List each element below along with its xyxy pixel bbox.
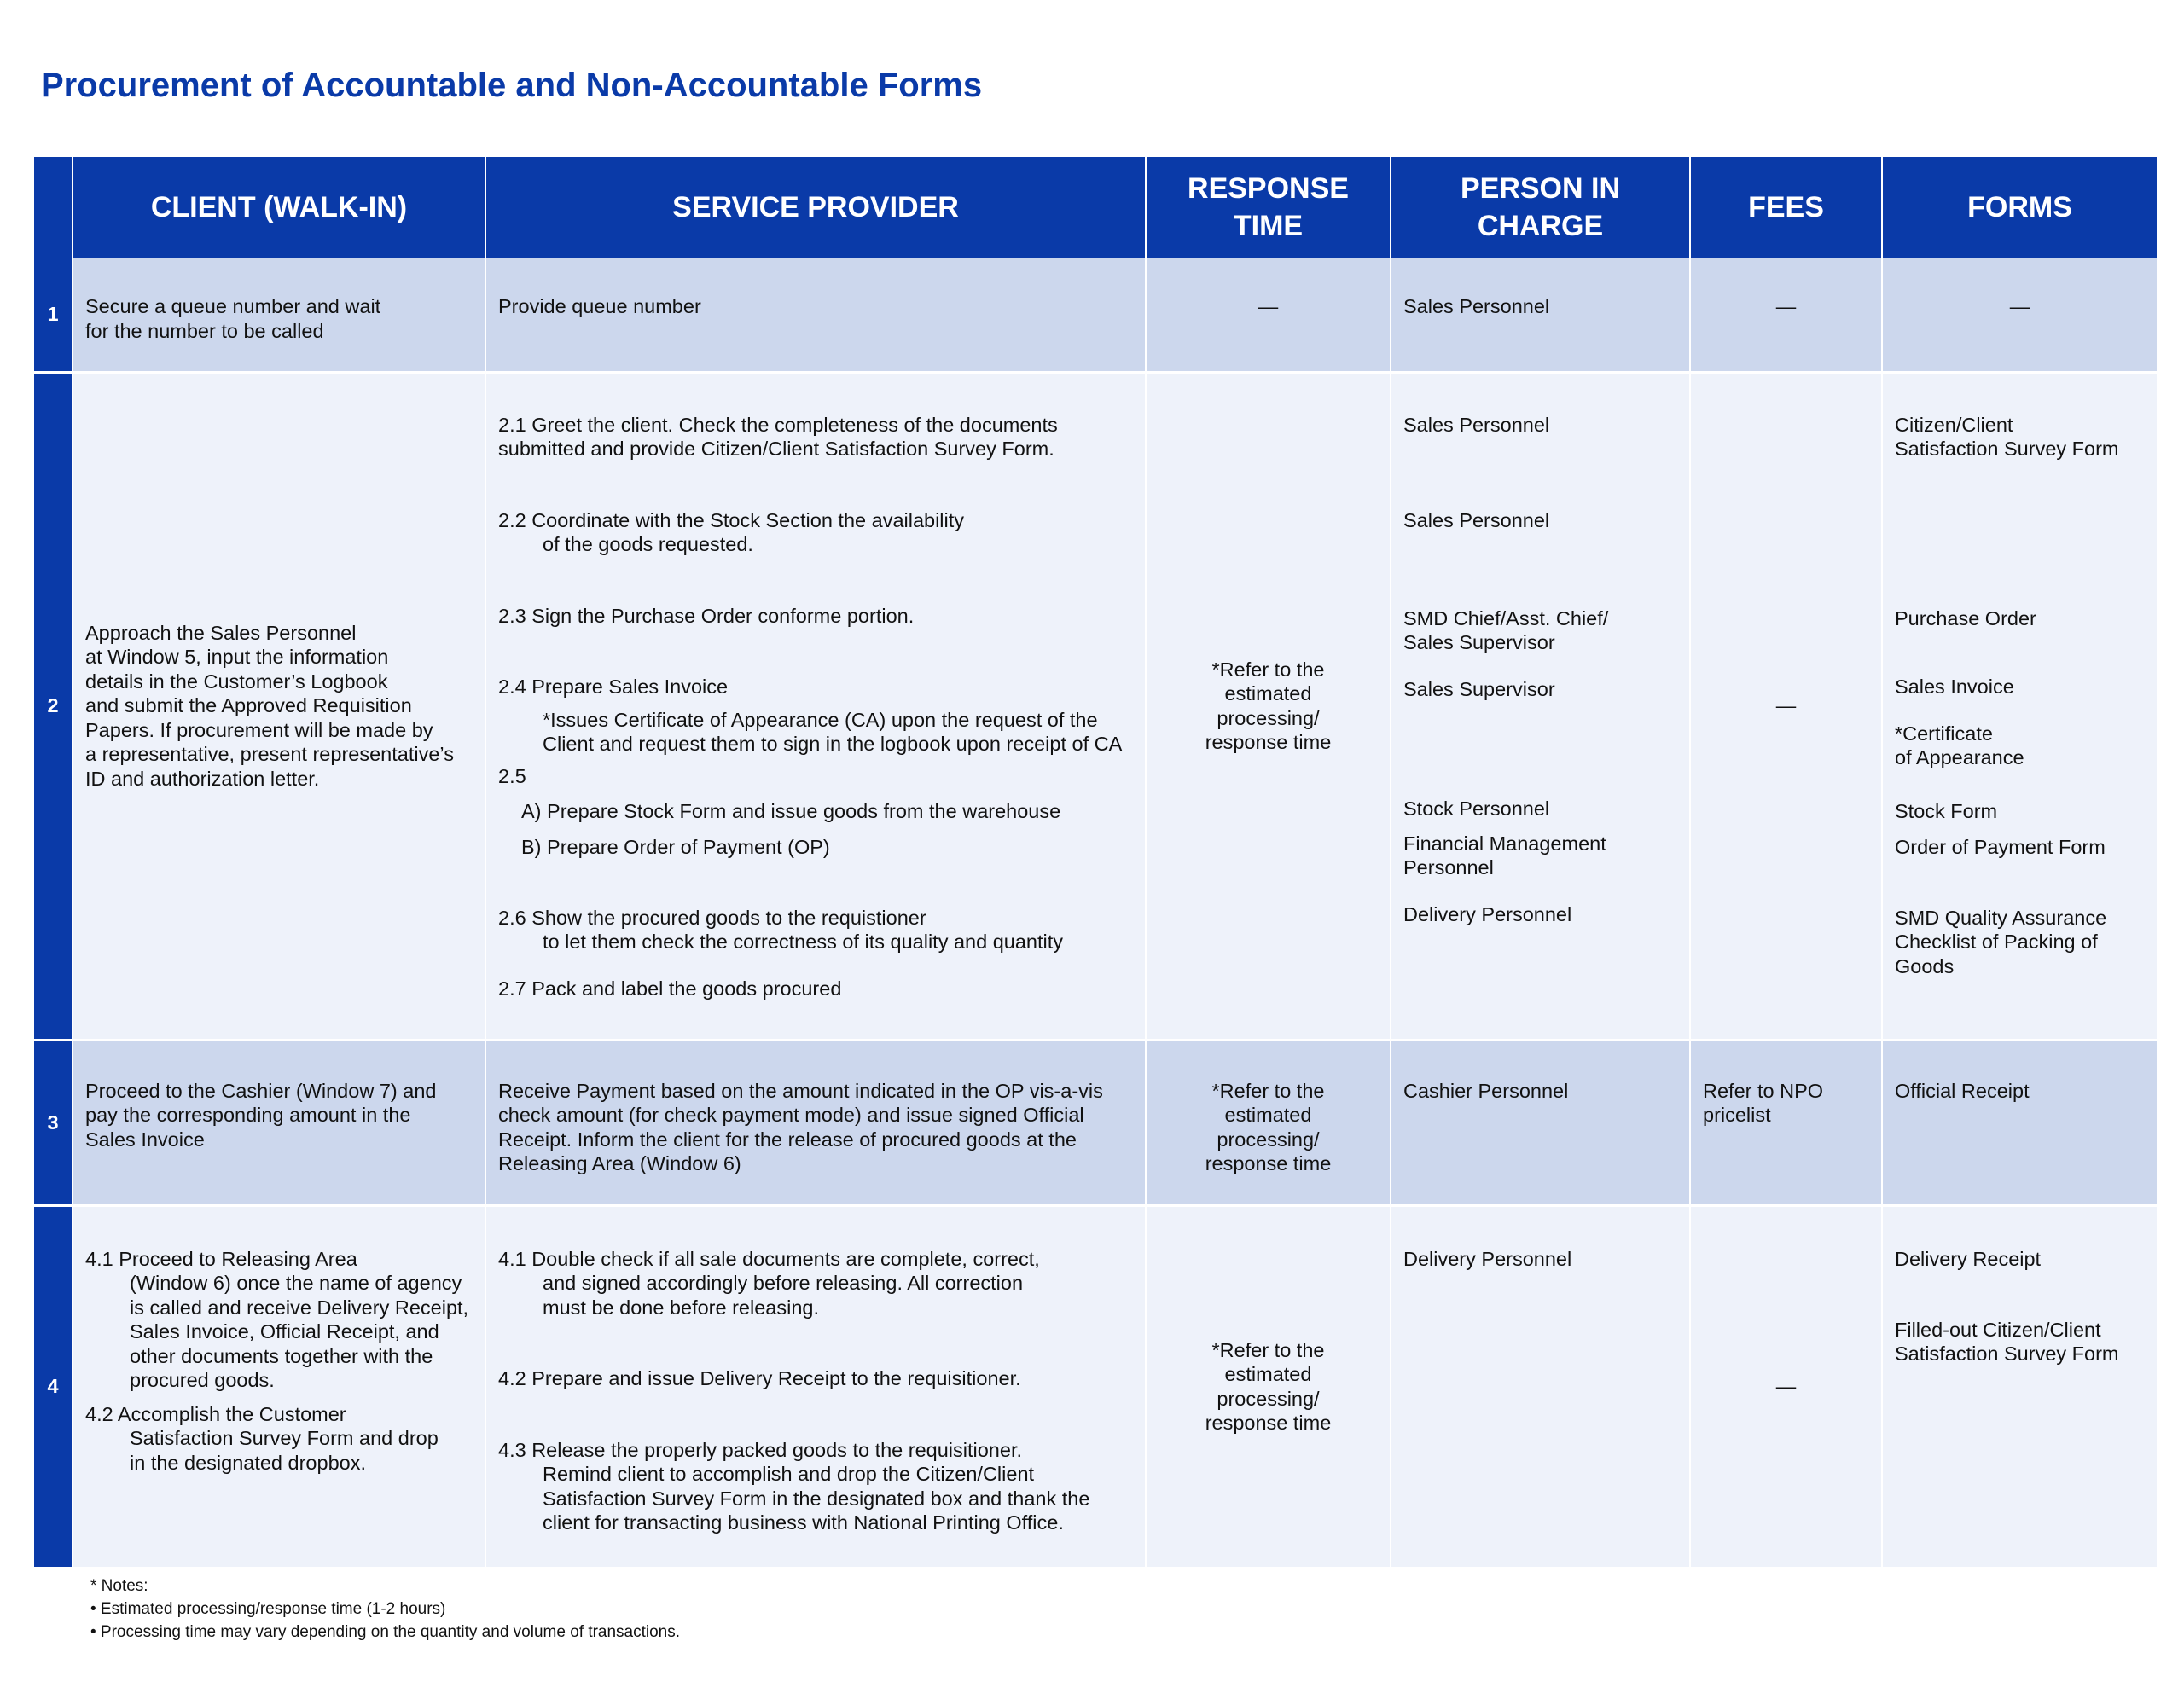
header-row [34,157,2157,258]
client-step-4-1: 4.1 Proceed to Releasing Area (Window 6) once the name of agency is called and receive Delivery Receipt, Sales Invoice, Official Receipt, and other documents together with the procured goods. [85,1247,469,1391]
header-step [34,157,73,258]
forms-cell: Delivery Receipt Filled-out Citizen/Client Satisfaction Survey Form [1882,1205,2157,1567]
notes-heading: * Notes: [90,1577,148,1595]
person-cell: Sales Personnel Sales Personnel SMD Chief/Asst. Chief/ Sales Supervisor Sales Supervisor Stock Personnel Financial Management Personnel Delivery Personnel [1391,372,1690,1040]
step-2-5: 2.5 [498,764,526,787]
header-response-time: RESPONSE TIME [1146,157,1391,258]
person-cell: Cashier Personnel [1391,1040,1690,1205]
step-number: 3 [34,1040,73,1205]
step-2-4-note: *Issues Certificate of Appearance (CA) upon the request of the Client and request them to sign in the logbook upon receipt of CA [543,708,1123,755]
step-2-5-a: A) Prepare Stock Form and issue goods from the warehouse [521,799,1061,822]
header-client: CLIENT (WALK-IN) [73,157,485,258]
procedure-table [34,157,2157,1567]
step-4-1: 4.1 Double check if all sale documents are complete, correct, and signed accordingly before releasing. All correction must be done before releasing. [498,1247,1040,1319]
table-row [34,1205,2157,1567]
step-number: 2 [34,372,73,1040]
person-cell: Delivery Personnel [1391,1205,1690,1567]
step-number: 4 [34,1205,73,1567]
step-number: 1 [34,258,73,372]
client-cell: Proceed to the Cashier (Window 7) and pay the corresponding amount in the Sales Invoice [73,1040,485,1205]
step-2-3: 2.3 Sign the Purchase Order conforme portion. [498,604,915,627]
header-fees: FEES [1690,157,1882,258]
table-row [34,258,2157,372]
client-cell [73,1205,485,1567]
note-item: • Estimated processing/response time (1-2 hours) [90,1600,446,1618]
step-4-3: 4.3 Release the properly packed goods to the requisitioner. Remind client to accomplish and drop the Citizen/Client Satisfaction Survey Form in the designated box and thank the client for transacting business with National Printing Office. [498,1438,1090,1534]
client-cell: Secure a queue number and wait for the number to be called [73,258,485,372]
person-cell: Sales Personnel [1391,258,1690,372]
provider-cell [485,1205,1146,1567]
provider-cell: Receive Payment based on the amount indicated in the OP vis-a-vis check amount (for check payment mode) and issue signed Official Receipt. Inform the client for the release of procured goods at the Releasing Area (Window 6) [485,1040,1146,1205]
step-2-1: 2.1 Greet the client. Check the completeness of the documents submitted and provide Citizen/Client Satisfaction Survey Form. [498,413,1058,460]
header-forms: FORMS [1882,157,2157,258]
response-cell: — [1146,258,1391,372]
step-2-2: 2.2 Coordinate with the Stock Section the availability of the goods requested. [498,508,965,555]
client-cell: Approach the Sales Personnel at Window 5, input the information details in the Customer’s Logbook and submit the Approved Requisition Papers. If procurement will be made by a representative, present representative’s ID and authorization letter. [73,372,485,1040]
forms-cell: Official Receipt [1882,1040,2157,1205]
step-2-6: 2.6 Show the procured goods to the requistioner to let them check the correctness of its quality and quantity [498,906,1064,953]
header-person-in-charge: PERSON IN CHARGE [1391,157,1690,258]
response-cell: *Refer to the estimated processing/ response time [1146,1205,1391,1567]
provider-cell: Provide queue number [485,258,1146,372]
table-row [34,1040,2157,1205]
fees-cell: — [1690,258,1882,372]
response-cell: *Refer to the estimated processing/ response time [1146,1040,1391,1205]
step-4-2: 4.2 Prepare and issue Delivery Receipt to the requisitioner. [498,1366,1021,1389]
header-service-provider: SERVICE PROVIDER [485,157,1146,258]
step-2-5-b: B) Prepare Order of Payment (OP) [521,835,830,858]
client-step-4-2: 4.2 Accomplish the Customer Satisfaction Survey Form and drop in the designated dropbox. [85,1402,439,1474]
forms-cell: — [1882,258,2157,372]
note-item: • Processing time may vary depending on the quantity and volume of transactions. [90,1623,681,1641]
table-row [34,372,2157,1040]
page-title: Procurement of Accountable and Non-Accountable Forms [41,67,983,104]
provider-cell [485,372,1146,1040]
response-cell: *Refer to the estimated processing/ response time [1146,372,1391,1040]
forms-cell: Citizen/Client Satisfaction Survey Form Purchase Order Sales Invoice *Certificate of Appearance Stock Form Order of Payment Form SMD Quality Assurance Checklist of Packing of Goods [1882,372,2157,1040]
notes [90,1575,680,1644]
step-2-4: 2.4 Prepare Sales Invoice [498,675,729,698]
fees-cell: — [1690,372,1882,1040]
fees-cell: — [1690,1205,1882,1567]
step-2-7: 2.7 Pack and label the goods procured [498,977,842,1000]
fees-cell: Refer to NPO pricelist [1690,1040,1882,1205]
